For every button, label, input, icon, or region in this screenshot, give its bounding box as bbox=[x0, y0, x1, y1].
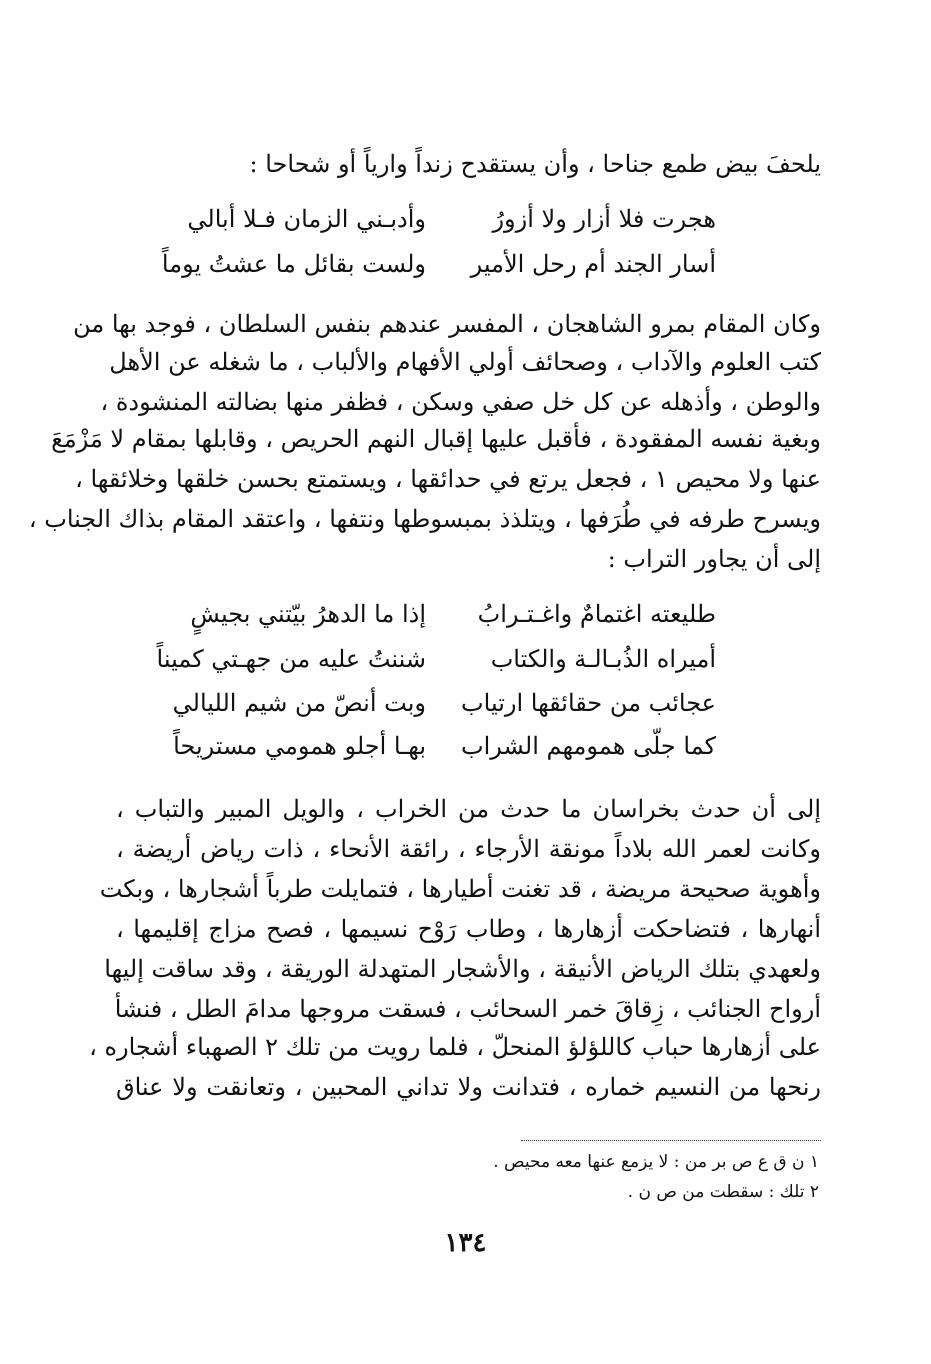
poem2-verse-3 bbox=[0, 684, 931, 722]
paragraph1-line-1: وكان المقام بمرو الشاهجان ، المفسر عندهم بنفس السلطان ، فوجد بها من bbox=[73, 310, 821, 338]
poem2-verse-2 bbox=[0, 640, 931, 678]
paragraph2-line-6: أرواح الجنائب ، زِقاقَ خمر السحائب ، فسقت مروجها مدامَ الطل ، فنشأ bbox=[114, 995, 821, 1023]
poem1-verse-2-first-hemistich: ولست بقائل ما عشتُ يوماً bbox=[161, 250, 426, 278]
intro-line: يلحفَ بيض طمع جناحا ، وأن يستقدح زنداً وارياً أو شحاحا : bbox=[249, 150, 821, 178]
paragraph2-line-4: أنهارها ، فتضاحكت أزهارها ، وطاب رَوْح نسيمها ، فصح مزاج إقليمها ، bbox=[116, 915, 821, 943]
paragraph2-line-3: وأهوية صحيحة مريضة ، قد تغنت أطيارها ، فتمايلت طرباً أشجارها ، وبكت bbox=[99, 875, 821, 903]
paragraph1-line-3: والوطن ، وأذهله عن كل خل صفي وسكن ، فظفر منها بضالته المنشودة ، bbox=[100, 388, 821, 416]
paragraph2-line-1: إلى أن حدث بخراسان ما حدث من الخراب ، والويل المبير والتباب ، bbox=[116, 795, 821, 823]
footnote-1: ١ ن ق ع ص بر من : لا يزمع عنها معه محيص . bbox=[493, 1152, 819, 1172]
paragraph2-line-5: ولعهدي بتلك الرياض الأنيقة ، والأشجار المتهدلة الوريقة ، وقد ساقت إليها bbox=[104, 955, 821, 983]
poem1-verse-2 bbox=[0, 245, 931, 283]
poem2-verse-3-second-hemistich: عجائب من حقائقها ارتياب bbox=[461, 689, 716, 717]
paragraph1-line-4: وبغية نفسه المفقودة ، فأقبل عليها إقبال النهم الحريص ، وقابلها بمقام لا مَزْمَعَ bbox=[51, 425, 821, 453]
poem2-verse-4 bbox=[0, 727, 931, 765]
paragraph1-line-5: عنها ولا محيص ١ ، فجعل يرتع في حدائقها ، ويستمتع بحسن خلقها وخلائقها ، bbox=[75, 465, 821, 493]
poem2-verse-2-second-hemistich: أميراه الذُبـالـة والكتاب bbox=[490, 645, 716, 673]
poem2-verse-4-first-hemistich: بهـا أجلو همومي مستريحاً bbox=[173, 732, 426, 760]
paragraph1-line-6: ويسرح طرفه في طُرَفها ، ويتلذذ بمبسوطها ونتفها ، واعتقد المقام بذاك الجناب ، bbox=[28, 505, 821, 533]
paragraph1-line-7: إلى أن يجاور التراب : bbox=[607, 545, 821, 573]
footnote-2: ٢ تلك : سقطت من ص ن . bbox=[627, 1182, 819, 1202]
poem2-verse-2-first-hemistich: شننتُ عليه من جهـتي كميناً bbox=[156, 645, 426, 673]
poem1-verse-1 bbox=[0, 200, 931, 238]
poem1-verse-1-second-hemistich: هجرت فلا أزار ولا أزورُ bbox=[492, 205, 716, 233]
page-number: ١٣٤ bbox=[444, 1228, 487, 1258]
poem2-verse-1-second-hemistich: طليعته اغتمامٌ واغـتـرابُ bbox=[477, 600, 716, 628]
poem1-verse-1-first-hemistich: وأدبـني الزمان فـلا أبالي bbox=[187, 205, 426, 233]
poem2-verse-1-first-hemistich: إذا ما الدهرُ بيّتني بجيشٍ bbox=[190, 600, 426, 628]
paragraph2-line-7: على أزهارها حباب كاللؤلؤ المنحلّ ، فلما رويت من تلك ٢ الصهباء أشجاره ، bbox=[89, 1033, 821, 1061]
paragraph2-line-8: رنحها من النسيم خماره ، فتدانت ولا تداني المحبين ، وتعانقت ولا عناق bbox=[116, 1073, 821, 1101]
paragraph2-line-2: وكانت لعمر الله بلاداً مونقة الأرجاء ، رائقة الأنحاء ، ذات رياض أريضة ، bbox=[116, 835, 821, 863]
poem1-verse-2-second-hemistich: أسار الجند أم رحل الأمير bbox=[470, 250, 716, 278]
footnote-separator bbox=[521, 1140, 821, 1141]
poem2-verse-1 bbox=[0, 595, 931, 633]
poem2-verse-3-first-hemistich: وبت أنصّ من شيم الليالي bbox=[172, 689, 426, 717]
poem2-verse-4-second-hemistich: كما جلّى همومهم الشراب bbox=[461, 732, 716, 760]
paragraph1-line-2: كتب العلوم والآداب ، وصحائف أولي الأفهام والألباب ، ما شغله عن الأهل bbox=[109, 348, 821, 376]
